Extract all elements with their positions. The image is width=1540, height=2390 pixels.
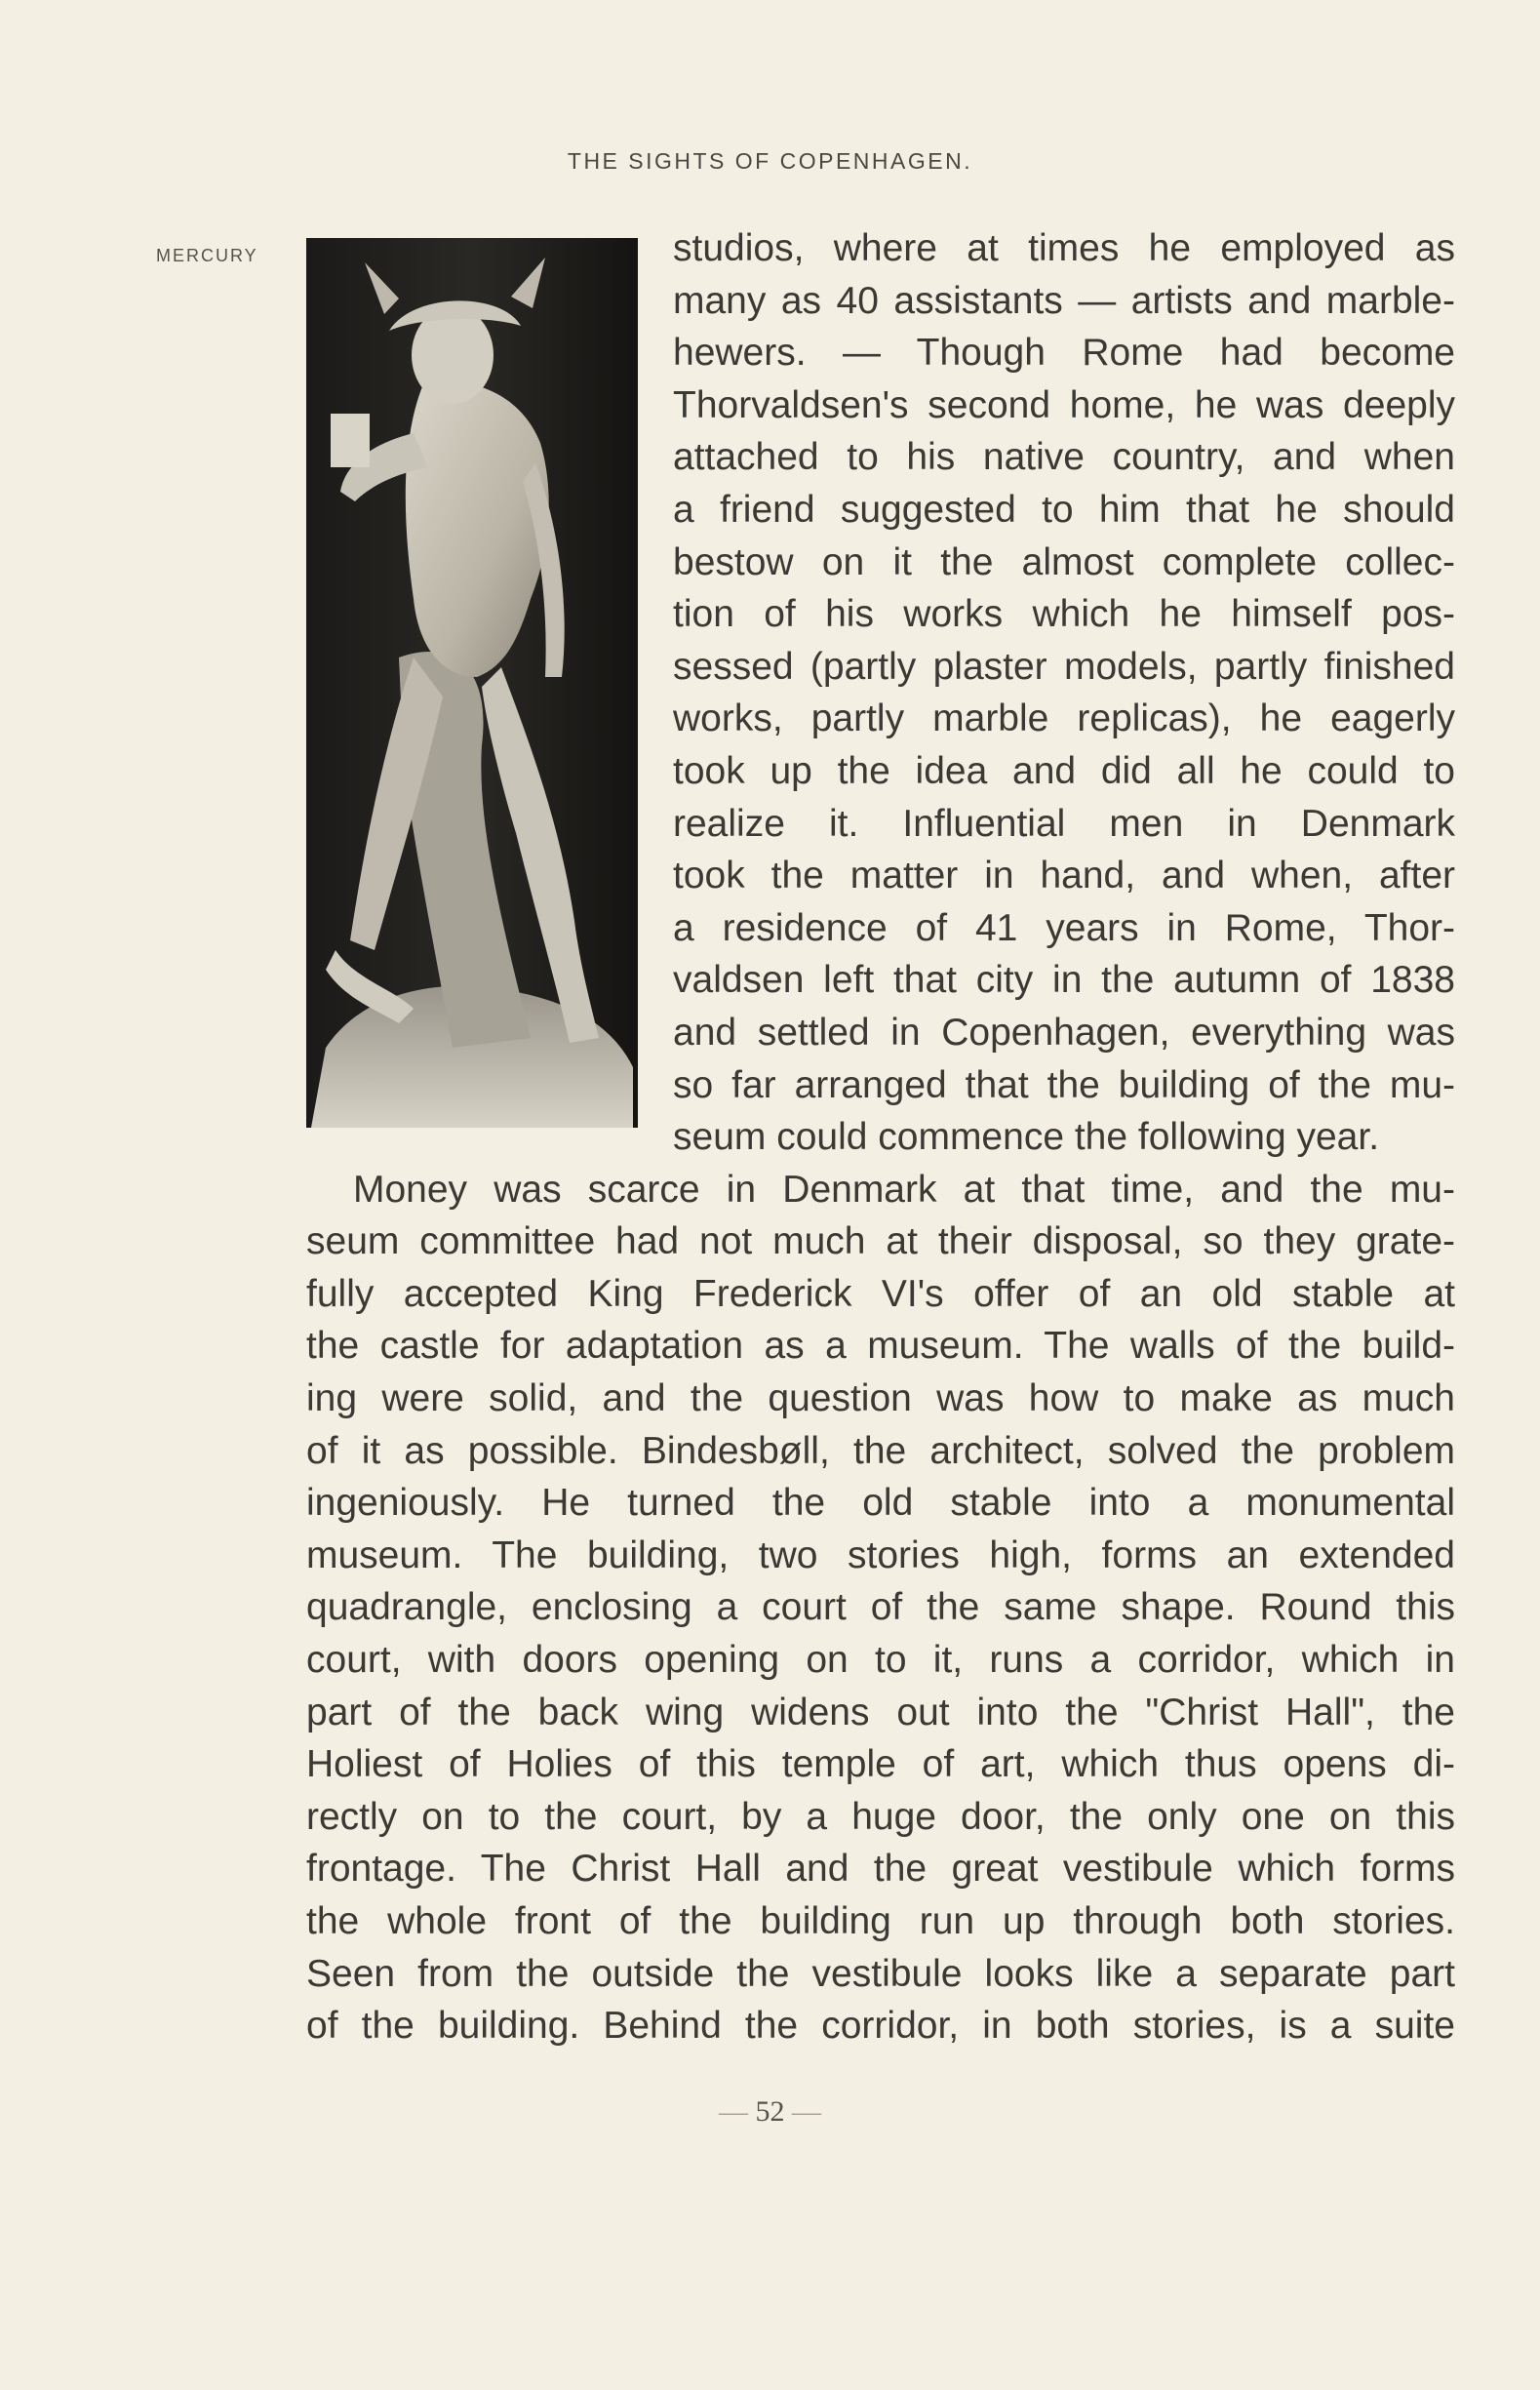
text-line: court, with doors opening on to it, runs a corridor, which in xyxy=(306,1639,1455,1682)
text-line: seum committee had not much at their disposal, so they grate- xyxy=(306,1220,1455,1263)
text-line: ingeniously. He turned the old stable into a monumental xyxy=(306,1482,1455,1525)
page-number xyxy=(0,2095,1540,2129)
text-line: Holiest of Holies of this temple of art, which thus opens di- xyxy=(306,1743,1455,1786)
text-line: ing were solid, and the question was how to make as much xyxy=(306,1377,1455,1420)
text-line: attached to his native country, and when xyxy=(673,436,1455,479)
text-line: Money was scarce in Denmark at that time, and the mu- xyxy=(353,1168,1455,1211)
body-text xyxy=(306,222,1455,2052)
text-line: a friend suggested to him that he should xyxy=(673,488,1455,531)
text-line: the whole front of the building run up through both stories. xyxy=(306,1900,1455,1942)
text-line: studios, where at times he employed as xyxy=(673,227,1455,269)
folio-dash-right: — xyxy=(792,2095,821,2128)
text-line: took the matter in hand, and when, after xyxy=(673,855,1455,897)
text-line: the castle for adaptation as a museum. The walls of the build- xyxy=(306,1325,1455,1368)
text-line: realize it. Influential men in Denmark xyxy=(673,802,1455,845)
text-line: a residence of 41 years in Rome, Thor- xyxy=(673,906,1455,949)
text-line: rectly on to the court, by a huge door, the only one on this xyxy=(306,1795,1455,1838)
text-line: and settled in Copenhagen, everything was xyxy=(673,1011,1455,1054)
running-head: THE SIGHTS OF COPENHAGEN. xyxy=(567,148,973,174)
text-line: works, partly marble replicas), he eagerly xyxy=(673,697,1455,740)
text-line: of the building. Behind the corridor, in both stories, is a suite xyxy=(306,2005,1455,2048)
text-line: frontage. The Christ Hall and the great vestibule which forms xyxy=(306,1848,1455,1891)
text-line: fully accepted King Frederick VI's offer of an old stable at xyxy=(306,1272,1455,1315)
text-line: so far arranged that the building of the mu- xyxy=(673,1063,1455,1106)
text-line: tion of his works which he himself pos- xyxy=(673,593,1455,636)
text-line: part of the back wing widens out into the "Christ Hall", the xyxy=(306,1691,1455,1733)
text-line: valdsen left that city in the autumn of 1838 xyxy=(673,959,1455,1002)
text-line: seum could commence the following year. xyxy=(673,1116,1380,1159)
margin-caption: MERCURY xyxy=(156,246,258,265)
text-line: of it as possible. Bindesbøll, the architect, solved the problem xyxy=(306,1429,1455,1472)
folio-number: 52 xyxy=(755,2095,785,2128)
text-line: bestow on it the almost complete collec- xyxy=(673,540,1455,583)
text-line: Thorvaldsen's second home, he was deeply xyxy=(673,383,1455,426)
folio-dash-left: — xyxy=(719,2095,748,2128)
text-line: took up the idea and did all he could to xyxy=(673,749,1455,792)
text-line: hewers. — Though Rome had become xyxy=(673,332,1455,375)
text-line: museum. The building, two stories high, forms an extended xyxy=(306,1534,1455,1576)
text-line: sessed (partly plaster models, partly finished xyxy=(673,645,1455,688)
text-line: many as 40 assistants — artists and marble- xyxy=(673,279,1455,322)
text-line: quadrangle, enclosing a court of the same shape. Round this xyxy=(306,1586,1455,1629)
text-line: Seen from the outside the vestibule looks like a separate part xyxy=(306,1952,1455,1995)
